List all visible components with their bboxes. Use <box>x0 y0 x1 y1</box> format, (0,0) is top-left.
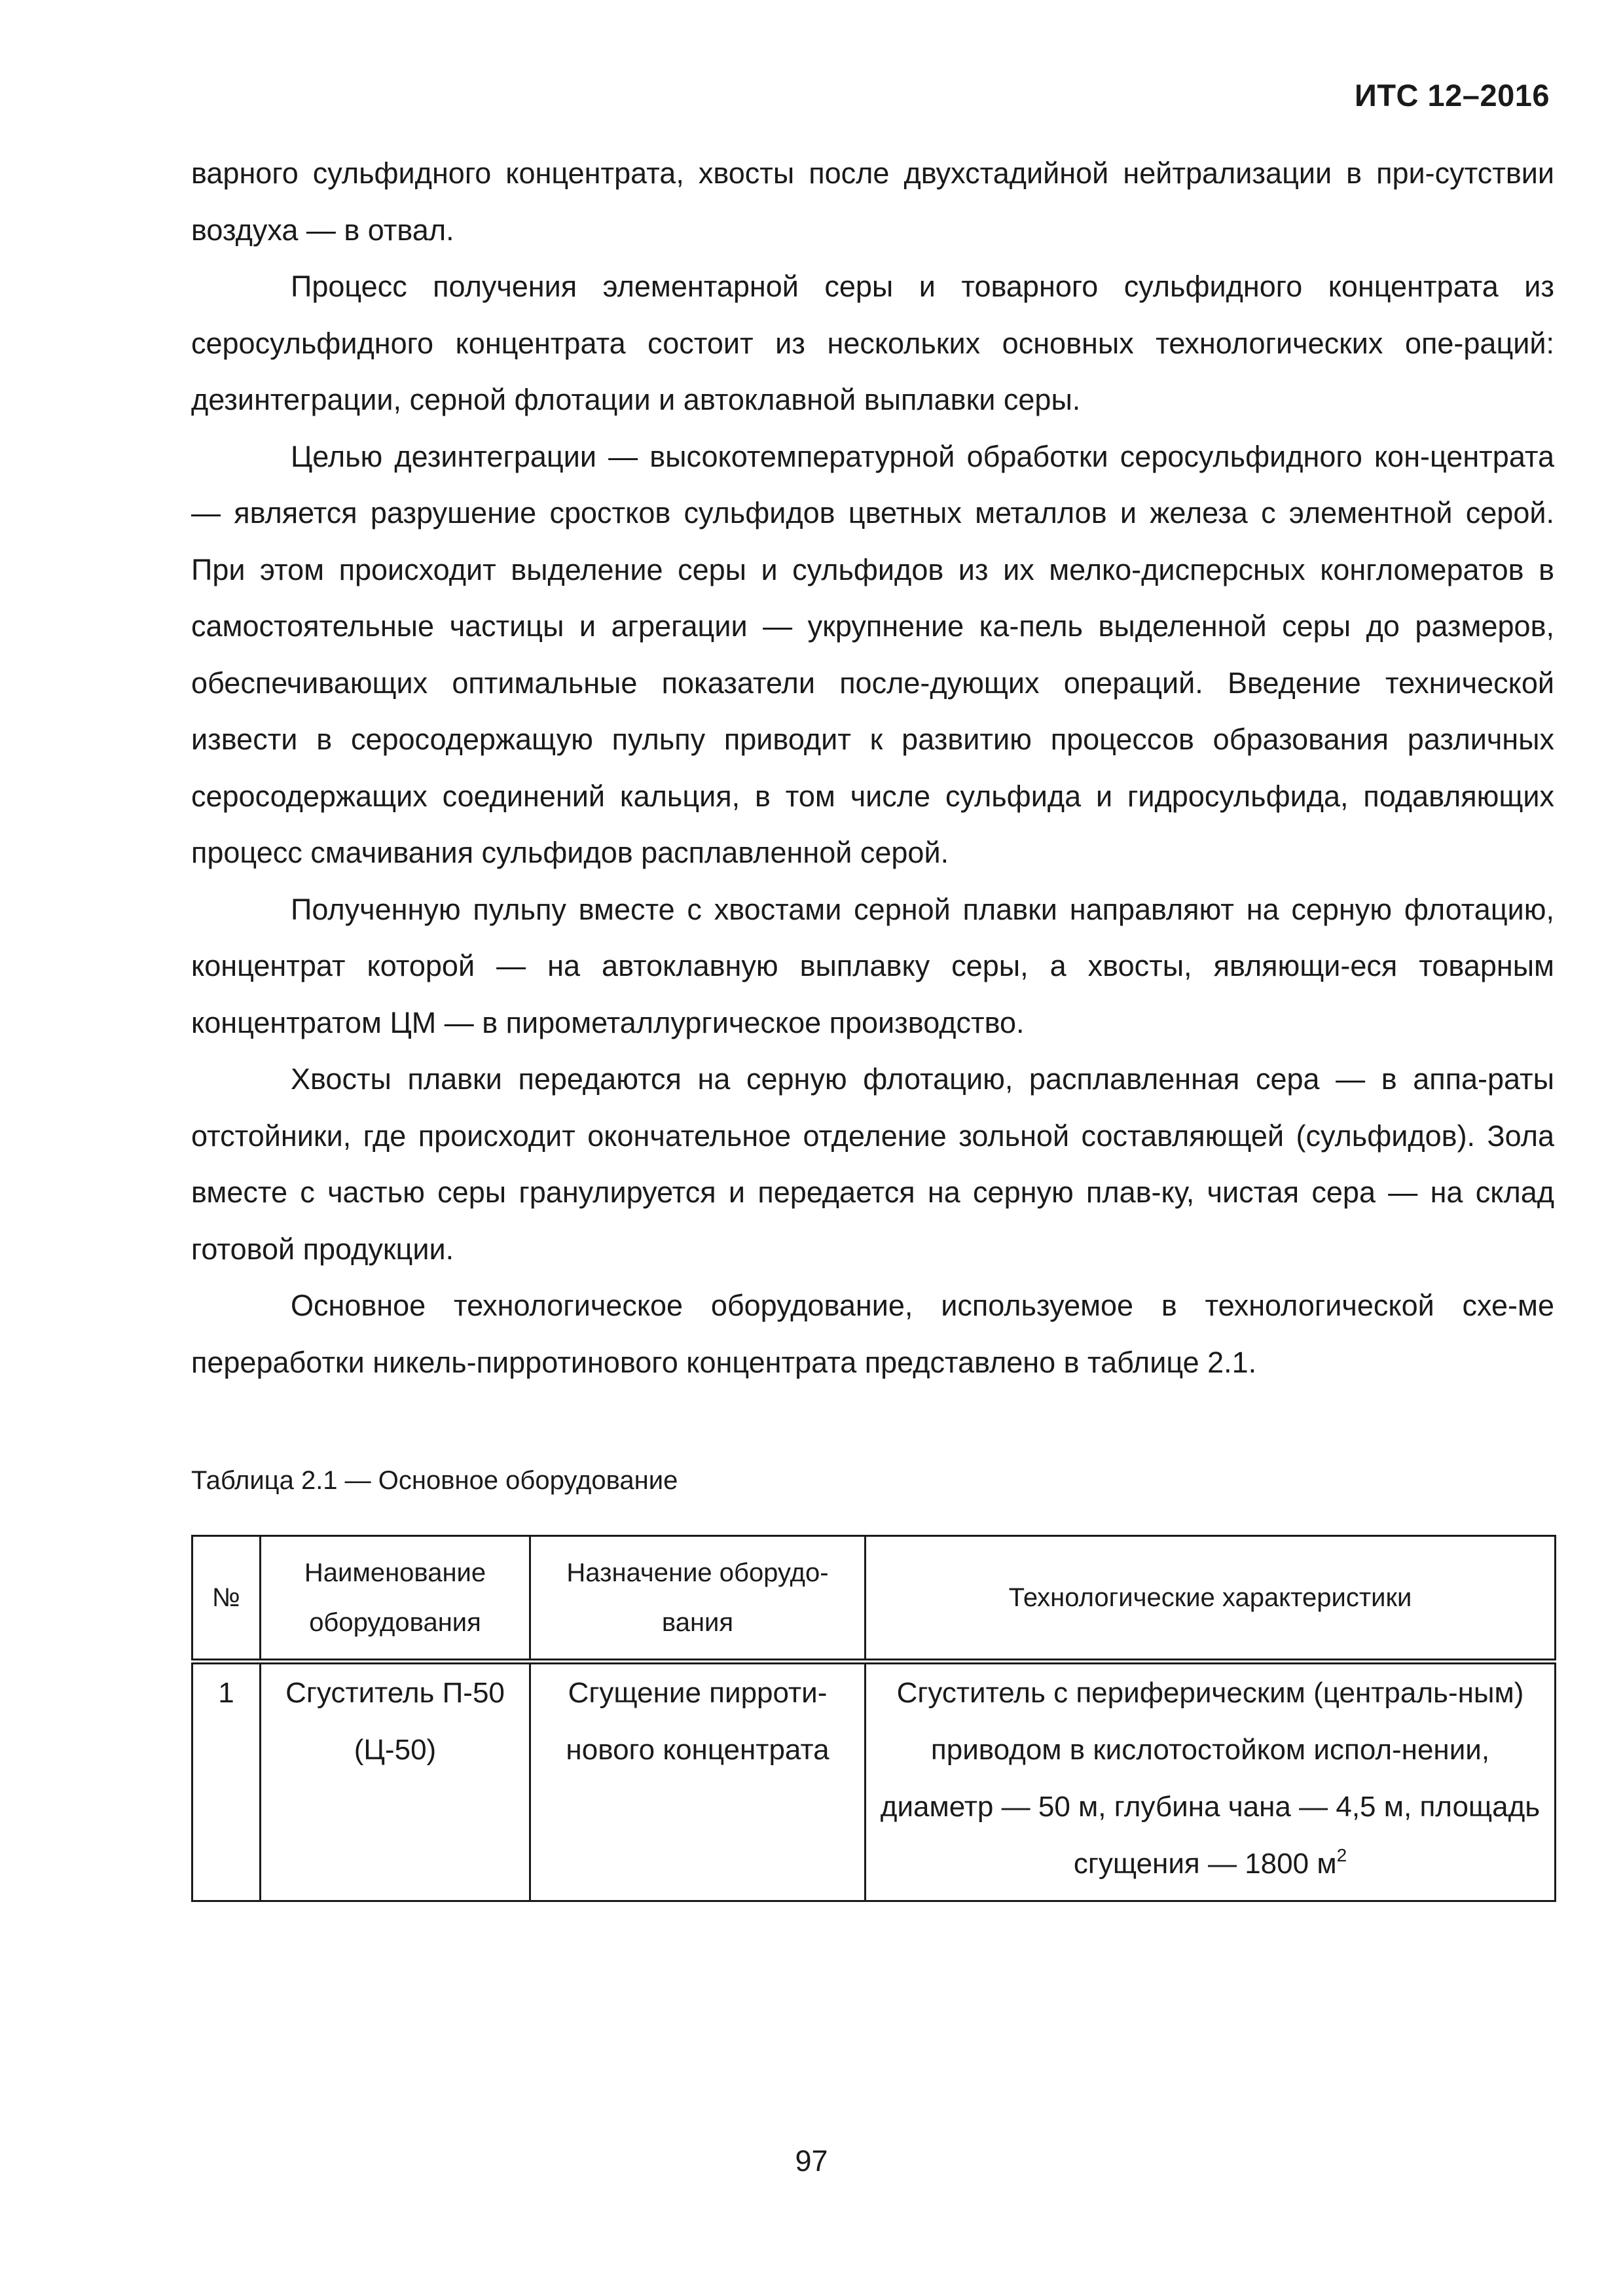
paragraph-continuation: варного сульфидного концентрата, хвосты после двухстадийной нейтрализации в при-сутствии воздуха — в отвал. <box>191 156 1554 247</box>
header-name: Наименование оборудования <box>261 1536 530 1662</box>
cell-specs-superscript: 2 <box>1336 1845 1347 1865</box>
header-purpose: Назначение оборудо-вания <box>530 1536 866 1662</box>
cell-purpose: Сгущение пирроти-нового концентрата <box>530 1662 866 1901</box>
table-caption: Таблица 2.1 — Основное оборудование <box>191 1466 678 1495</box>
header-specs: Технологические характеристики <box>866 1536 1556 1662</box>
paragraph-flotation: Полученную пульпу вместе с хвостами серной плавки направляют на серную флотацию, концентрат которой — на автоклавную выплавку серы, а хвосты, являющи-еся товарным концентратом ЦМ — в пирометаллургическое производство. <box>191 892 1554 1039</box>
table-row <box>192 1662 1556 1901</box>
header-num: № <box>192 1536 261 1662</box>
paragraph-sulfur-process: Процесс получения элементарной серы и товарного сульфидного концентрата из серосульфидного концентрата состоит из нескольких основных технологических опе-раций: дезинтеграции, серной флотации и автоклавной выплавки серы. <box>191 270 1554 416</box>
cell-num: 1 <box>192 1662 261 1901</box>
document-code-header: ИТС 12–2016 <box>1355 78 1550 113</box>
paragraph-equipment-intro: Основное технологическое оборудование, используемое в технологической схе-ме переработки никель-пирротинового концентрата представлено в таблице 2.1. <box>191 1289 1554 1379</box>
cell-specs <box>866 1662 1556 1901</box>
paragraph-disintegration: Целью дезинтеграции — высокотемпературной обработки серосульфидного кон-центрата — является разрушение сростков сульфидов цветных металлов и железа с элементной серой. При этом происходит выделение серы и сульфидов из их мелко-дисперсных конгломератов в самостоятельные частицы и агрегации — укрупнение ка-пель выделенной серы до размеров, обеспечивающих оптимальные показатели после-дующих операций. Введение технической извести в серосодержащую пульпу приводит к развитию процессов образования различных серосодержащих соединений кальция, в том числе сульфида и гидросульфида, подавляющих процесс смачивания сульфидов расплавленной серой. <box>191 439 1554 869</box>
cell-specs-text: Сгуститель с периферическим (централь-ным) приводом в кислотостойком испол-нении, диаметр — 50 м, глубина чана — 4,5 м, площадь сгущения — 1800 м <box>880 1677 1541 1880</box>
equipment-table <box>191 1535 1556 1902</box>
page-number: 97 <box>795 2144 828 2178</box>
table-header-row <box>192 1536 1556 1662</box>
paragraph-tailings: Хвосты плавки передаются на серную флотацию, расплавленная сера — в аппа-раты отстойники, где происходит окончательное отделение зольной составляющей (сульфидов). Зола вместе с частью серы гранулируется и передается на серную плав-ку, чистая сера — на склад готовой продукции. <box>191 1062 1554 1266</box>
body-text <box>191 145 1554 1391</box>
cell-name: Сгуститель П-50 (Ц-50) <box>261 1662 530 1901</box>
